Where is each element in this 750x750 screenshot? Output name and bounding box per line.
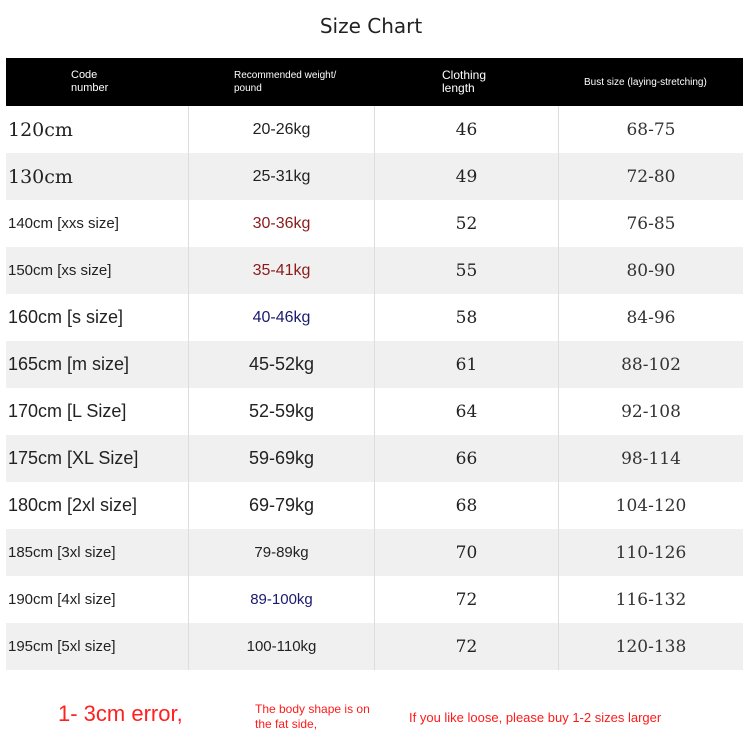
bust-cell: 76-85 bbox=[558, 200, 743, 247]
table-row bbox=[6, 482, 743, 529]
bust-cell: 68-75 bbox=[558, 106, 743, 153]
bust-cell: 84-96 bbox=[558, 294, 743, 341]
weight-cell: 35-41kg bbox=[188, 247, 374, 294]
length-cell: 68 bbox=[374, 482, 558, 529]
header-bust-label: Bust size (laying-stretching) bbox=[584, 76, 707, 88]
table-row bbox=[6, 388, 743, 435]
length-cell: 70 bbox=[374, 529, 558, 576]
table-row bbox=[6, 200, 743, 247]
length-cell: 52 bbox=[374, 200, 558, 247]
bust-cell: 98-114 bbox=[558, 435, 743, 482]
code-cell: 160cm [s size] bbox=[8, 307, 124, 327]
length-cell: 72 bbox=[374, 576, 558, 623]
loose-fit-note: If you like loose, please buy 1-2 sizes larger bbox=[409, 710, 662, 725]
size-table bbox=[6, 58, 743, 670]
header-length-label: Clothing length bbox=[442, 68, 487, 95]
table-row bbox=[6, 529, 743, 576]
weight-cell: 79-89kg bbox=[188, 529, 374, 576]
body-shape-note: The body shape is on the fat side, bbox=[255, 702, 370, 731]
length-cell: 55 bbox=[374, 247, 558, 294]
table-row bbox=[6, 106, 743, 153]
weight-cell: 30-36kg bbox=[188, 200, 374, 247]
bust-cell: 72-80 bbox=[558, 153, 743, 200]
code-cell: 175cm [XL Size] bbox=[8, 448, 139, 468]
bust-cell: 116-132 bbox=[558, 576, 743, 623]
bust-cell: 120-138 bbox=[558, 623, 743, 670]
code-cell: 150cm [xs size] bbox=[8, 262, 112, 279]
table-header bbox=[6, 58, 743, 106]
length-cell: 64 bbox=[374, 388, 558, 435]
page-title: Size Chart bbox=[319, 14, 423, 38]
header-code bbox=[6, 58, 188, 106]
weight-cell: 20-26kg bbox=[188, 106, 374, 153]
weight-cell: 89-100kg bbox=[188, 576, 374, 623]
table-row bbox=[6, 623, 743, 670]
bust-cell: 88-102 bbox=[558, 341, 743, 388]
code-cell: 165cm [m size] bbox=[8, 354, 130, 374]
length-cell: 46 bbox=[374, 106, 558, 153]
header-length bbox=[374, 58, 558, 106]
weight-cell: 52-59kg bbox=[188, 388, 374, 435]
length-cell: 66 bbox=[374, 435, 558, 482]
table-row bbox=[6, 247, 743, 294]
code-cell: 185cm [3xl size] bbox=[8, 544, 116, 561]
bust-cell: 110-126 bbox=[558, 529, 743, 576]
length-cell: 61 bbox=[374, 341, 558, 388]
weight-cell: 40-46kg bbox=[188, 294, 374, 341]
code-cell: 140cm [xxs size] bbox=[8, 215, 119, 232]
table-row bbox=[6, 153, 743, 200]
code-cell: 120cm bbox=[8, 118, 73, 141]
length-cell: 58 bbox=[374, 294, 558, 341]
bust-cell: 104-120 bbox=[558, 482, 743, 529]
weight-cell: 100-110kg bbox=[188, 623, 374, 670]
code-cell: 170cm [L Size] bbox=[8, 401, 127, 421]
table-row bbox=[6, 576, 743, 623]
length-cell: 49 bbox=[374, 153, 558, 200]
code-cell: 190cm [4xl size] bbox=[8, 591, 116, 608]
weight-cell: 45-52kg bbox=[188, 341, 374, 388]
code-cell: 130cm bbox=[8, 165, 73, 188]
header-weight bbox=[188, 58, 374, 106]
table-row bbox=[6, 341, 743, 388]
header-weight-label: Recommended weight/ pound bbox=[234, 70, 337, 94]
bust-cell: 92-108 bbox=[558, 388, 743, 435]
table-row bbox=[6, 435, 743, 482]
header-code-label: Code number bbox=[71, 69, 109, 94]
weight-cell: 69-79kg bbox=[188, 482, 374, 529]
weight-cell: 25-31kg bbox=[188, 153, 374, 200]
code-cell: 180cm [2xl size] bbox=[8, 495, 138, 515]
code-cell: 195cm [5xl size] bbox=[8, 638, 116, 655]
length-cell: 72 bbox=[374, 623, 558, 670]
bust-cell: 80-90 bbox=[558, 247, 743, 294]
error-note: 1- 3cm error, bbox=[58, 701, 183, 726]
table-row bbox=[6, 294, 743, 341]
header-bust bbox=[558, 58, 743, 106]
weight-cell: 59-69kg bbox=[188, 435, 374, 482]
